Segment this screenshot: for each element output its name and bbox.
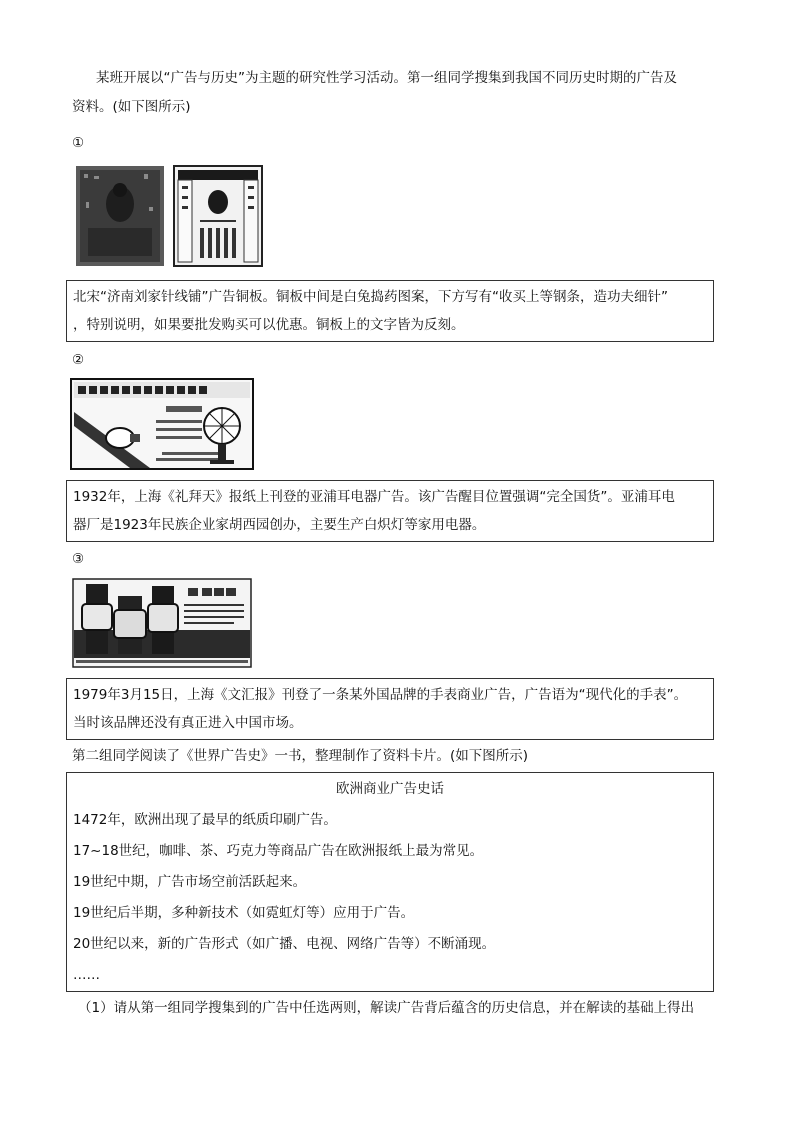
- item-3-marker: ③: [72, 551, 85, 567]
- question-1: （1）请从第一组同学搜集到的广告中任选两则，解读广告背后蕴含的历史信息，并在解读的基础上得出: [78, 1000, 695, 1016]
- song-copper-plate-ad-image: [74, 162, 264, 268]
- item-1-caption-line-1: 北宋“济南刘家针线铺”广告铜板。铜板中间是白兔捣药图案，下方写有“收买上等钢条，造功夫细针”: [73, 289, 668, 305]
- card-line-6: ……: [73, 967, 100, 983]
- intro-line-1: 某班开展以“广告与历史”为主题的研究性学习活动。第一组同学搜集到我国不同历史时期的广告及: [96, 70, 677, 86]
- card-line-2: 17~18世纪，咖啡、茶、巧克力等商品广告在欧洲报纸上最为常见。: [73, 843, 484, 859]
- item-1-caption-box: [66, 280, 714, 342]
- item-3-caption-line-1: 1979年3月15日，上海《文汇报》刊登了一条某外国品牌的手表商业广告，广告语为“现代化的手表”。: [73, 687, 688, 703]
- yapuer-electric-ad-image: [70, 378, 254, 470]
- card-line-5: 20世纪以来，新的广告形式（如广播、电视、网络广告等）不断涌现。: [73, 936, 496, 952]
- card-line-4: 19世纪后半期，多种新技术（如霓虹灯等）应用于广告。: [73, 905, 415, 921]
- card-line-1: 1472年，欧洲出现了最早的纸质印刷广告。: [73, 812, 337, 828]
- item-3-caption-box: [66, 678, 714, 740]
- item-1-marker: ①: [72, 135, 85, 151]
- item-2-marker: ②: [72, 352, 85, 368]
- item-2-caption-line-1: 1932年，上海《礼拜天》报纸上刊登的亚浦耳电器广告。该广告醒目位置强调“完全国货”。亚浦耳电: [73, 489, 675, 505]
- card-title: 欧洲商业广告史话: [336, 781, 444, 797]
- group-2-intro: 第二组同学阅读了《世界广告史》一书，整理制作了资料卡片。(如下图所示): [72, 748, 529, 764]
- history-card: [66, 772, 714, 992]
- intro-line-2: 资料。(如下图所示): [72, 99, 191, 115]
- item-3-caption-line-2: 当时该品牌还没有真正进入中国市场。: [73, 715, 303, 731]
- card-line-3: 19世纪中期，广告市场空前活跃起来。: [73, 874, 307, 890]
- item-1-caption-line-2: ，特别说明，如果要批发购买可以优惠。铜板上的文字皆为反刻。: [73, 317, 465, 333]
- item-2-caption-box: [66, 480, 714, 542]
- watch-ad-image: [72, 578, 252, 668]
- item-2-caption-line-2: 器厂是1923年民族企业家胡西园创办，主要生产白炽灯等家用电器。: [73, 517, 486, 533]
